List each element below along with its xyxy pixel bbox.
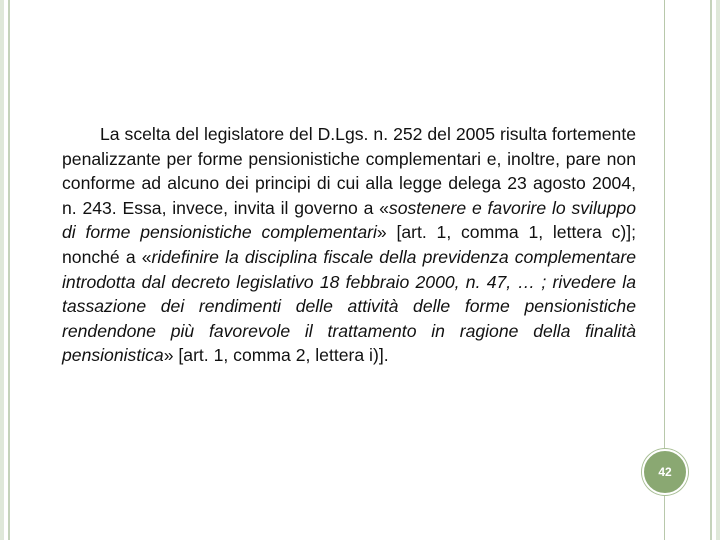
right-border-inner — [710, 0, 712, 540]
right-border-outer — [716, 0, 720, 540]
paragraph-text-2: » [art. 1, comma 1, lettera c)]; nonché a « — [62, 222, 636, 267]
left-border-inner — [8, 0, 10, 540]
page-badge-line-top — [664, 0, 665, 448]
left-border-outer — [0, 0, 4, 540]
quote-1: sostenere e favorire lo sviluppo di forme pensionistiche complementari — [62, 197, 636, 243]
page-badge-line-bottom — [664, 494, 665, 540]
page-number: 42 — [658, 465, 672, 479]
page-number-badge — [642, 449, 688, 495]
quote-2: ridefinire la disciplina fiscale della previdenza complementare introdotta dal decreto legislativo 18 febbraio 2000, n. 47, … ; rivedere la tassazione dei rendimenti delle attività delle forme pensionistiche rendendone più favorevole il trattamento in ragione della finalità pensionistica — [62, 246, 636, 366]
body-paragraph — [62, 122, 636, 368]
paragraph-text-1: La scelta del legislatore del D.Lgs. n. 252 del 2005 risulta fortemente penalizzante per forme pensionistiche complementari e, inoltre, pare non conforme ad alcuno dei principi di cui alla legge delega 23 agosto 2004, n. 243. Essa, invece, invita il governo a « — [62, 124, 636, 218]
paragraph-text-3: » [art. 1, comma 2, lettera i)]. — [163, 345, 389, 366]
